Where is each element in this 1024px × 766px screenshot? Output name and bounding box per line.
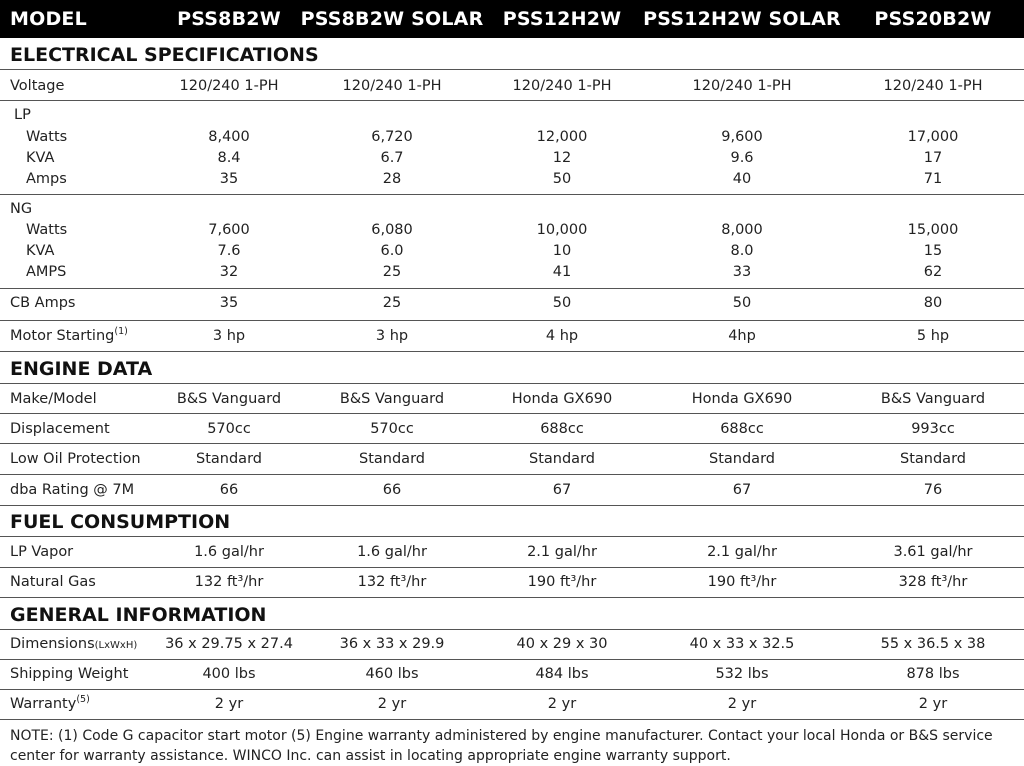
divider [0, 413, 1024, 414]
divider [0, 320, 1024, 321]
row-label: Make/Model [10, 391, 97, 407]
model-name: PSS20B2W [874, 8, 992, 30]
spec-value: 40 x 33 x 32.5 [689, 636, 795, 652]
spec-value: 10,000 [536, 222, 588, 238]
spec-value: 8,400 [208, 129, 250, 145]
divider [0, 351, 1024, 352]
spec-value: 120/240 1-PH [692, 78, 792, 94]
footnote-ref: (5) [76, 694, 90, 706]
spec-value: 1.6 gal/hr [194, 544, 264, 560]
row-label: Watts [26, 222, 68, 238]
spec-value: 35 [219, 295, 239, 311]
row-label: Warranty$^{(5)}$ [10, 694, 90, 712]
spec-value: 3.61 gal/hr [893, 544, 973, 560]
spec-value: 2 yr [918, 696, 948, 712]
spec-value: 15,000 [907, 222, 959, 238]
spec-value: 40 [732, 171, 752, 187]
spec-value: 80 [923, 295, 943, 311]
spec-value: B&S Vanguard [339, 391, 445, 407]
spec-value: 1.6 gal/hr [357, 544, 427, 560]
spec-value: 50 [732, 295, 752, 311]
divider [0, 443, 1024, 444]
divider [0, 719, 1024, 720]
spec-value: Standard [709, 451, 775, 467]
spec-value: Standard [529, 451, 595, 467]
spec-value: Honda GX690 [691, 391, 793, 407]
spec-value: 25 [382, 264, 402, 280]
divider [0, 69, 1024, 70]
spec-value: 8.4 [217, 150, 241, 166]
divider [0, 383, 1024, 384]
row-label: Voltage [10, 78, 65, 94]
spec-value: 132 ft³/hr [194, 574, 264, 590]
row-label: Displacement [10, 421, 110, 437]
spec-value: 570cc [370, 421, 414, 437]
model-name: PSS12H2W [502, 8, 622, 30]
divider [0, 100, 1024, 101]
model-header [0, 0, 1024, 38]
spec-value: 120/240 1-PH [512, 78, 612, 94]
row-label: Low Oil Protection [10, 451, 141, 467]
spec-value: 6,720 [371, 129, 413, 145]
spec-value: 28 [382, 171, 402, 187]
divider [0, 689, 1024, 690]
row-label: LP [14, 107, 31, 123]
spec-value: Honda GX690 [511, 391, 613, 407]
divider [0, 474, 1024, 475]
divider [0, 567, 1024, 568]
spec-value: 36 x 33 x 29.9 [339, 636, 445, 652]
spec-value: 6.7 [380, 150, 404, 166]
spec-value: 2 yr [214, 696, 244, 712]
row-label: Motor Starting$^{(1)}$ [10, 326, 128, 344]
spec-value: 2 yr [377, 696, 407, 712]
spec-value: 2.1 gal/hr [527, 544, 597, 560]
spec-value: 8.0 [730, 243, 754, 259]
row-label: KVA [26, 243, 55, 259]
spec-value: 688cc [540, 421, 584, 437]
spec-value: 41 [552, 264, 572, 280]
row-label: CB Amps [10, 295, 76, 311]
divider [0, 536, 1024, 537]
spec-value: 4hp [728, 328, 756, 344]
spec-value: 532 lbs [715, 666, 769, 682]
spec-value: 993cc [911, 421, 955, 437]
spec-value: 25 [382, 295, 402, 311]
spec-value: 7.6 [217, 243, 241, 259]
model-name: PSS12H2W SOLAR [643, 8, 841, 30]
row-label: Dimensions(LxWxH) [10, 636, 138, 652]
divider [0, 288, 1024, 289]
spec-value: 688cc [720, 421, 764, 437]
spec-value: 17 [923, 150, 943, 166]
spec-value: 120/240 1-PH [342, 78, 442, 94]
row-label: KVA [26, 150, 55, 166]
footnote: NOTE: (1) Code G capacitor start motor (5) Engine warranty administered by engine manufacturer. Contact your local Honda or B&S service center for warranty assistance. WINCO Inc. can assist in locating appropriate engine warranty support. [10, 728, 993, 764]
footnote-ref: (1) [114, 326, 128, 338]
spec-value: 40 x 29 x 30 [516, 636, 608, 652]
spec-value: 3 hp [212, 328, 246, 344]
spec-value: 7,600 [208, 222, 250, 238]
header-label: MODEL [10, 8, 87, 30]
spec-value: 4 hp [545, 328, 579, 344]
spec-value: 6.0 [380, 243, 404, 259]
spec-value: 32 [219, 264, 239, 280]
spec-value: 120/240 1-PH [883, 78, 983, 94]
spec-value: 484 lbs [535, 666, 589, 682]
spec-value: 570cc [207, 421, 251, 437]
spec-value: 2 yr [547, 696, 577, 712]
row-label: Watts [26, 129, 68, 145]
spec-value: 12 [552, 150, 572, 166]
row-label: LP Vapor [10, 544, 74, 560]
spec-value: 35 [219, 171, 239, 187]
spec-value: 460 lbs [365, 666, 419, 682]
spec-value: B&S Vanguard [176, 391, 282, 407]
spec-value: 5 hp [916, 328, 950, 344]
spec-value: 71 [923, 171, 943, 187]
spec-value: 10 [552, 243, 572, 259]
spec-value: 878 lbs [906, 666, 960, 682]
spec-value: 36 x 29.75 x 27.4 [165, 636, 293, 652]
spec-value: 190 ft³/hr [527, 574, 597, 590]
divider [0, 505, 1024, 506]
spec-value: 132 ft³/hr [357, 574, 427, 590]
spec-value: 190 ft³/hr [707, 574, 777, 590]
row-label: Natural Gas [10, 574, 96, 590]
spec-value: 400 lbs [202, 666, 256, 682]
spec-value: 328 ft³/hr [898, 574, 968, 590]
spec-value: Standard [196, 451, 262, 467]
units-note: (LxWxH) [94, 640, 138, 651]
spec-value: 33 [732, 264, 752, 280]
spec-value: 67 [732, 482, 752, 498]
spec-value: 55 x 36.5 x 38 [880, 636, 986, 652]
row-label: AMPS [26, 264, 67, 280]
spec-value: Standard [359, 451, 425, 467]
divider [0, 659, 1024, 660]
spec-value: 62 [923, 264, 943, 280]
row-label: Shipping Weight [10, 666, 129, 682]
spec-value: 76 [923, 482, 943, 498]
model-name: PSS8B2W [177, 8, 281, 30]
model-name: PSS8B2W SOLAR [300, 8, 484, 30]
row-label: dba Rating @ 7M [10, 482, 135, 498]
spec-value: 50 [552, 171, 572, 187]
spec-value: 2.1 gal/hr [707, 544, 777, 560]
spec-value: 9.6 [730, 150, 754, 166]
row-label: NG [10, 201, 33, 217]
spec-value: 120/240 1-PH [179, 78, 279, 94]
spec-value: 8,000 [721, 222, 763, 238]
spec-value: Standard [900, 451, 966, 467]
spec-value: 66 [219, 482, 239, 498]
row-label: Amps [26, 171, 67, 187]
divider [0, 629, 1024, 630]
spec-value: 15 [923, 243, 943, 259]
spec-value: 2 yr [727, 696, 757, 712]
divider [0, 194, 1024, 195]
spec-value: 6,080 [371, 222, 413, 238]
spec-value: 3 hp [375, 328, 409, 344]
spec-sheet: MODEL PSS8B2W PSS8B2W SOLAR PSS12H2W PSS12H2W SOLAR PSS20B2W ELECTRICAL SPECIFICATIONS Voltage 120/240 1-PH 120/240 1-PH 120/240 1-PH 120/240 1-PH 120/240 1-PH LP Watts 8,400 6,720 12,000 9,600 17,000 KVA 8.4 6.7 12 9.6 17 Amps 35 28 50 40 71 NG Watts 7,600 6,080 10,000 8,000 15,000 KVA 7.6 6.0 10 8.0 15 AMPS 32 25 41 33 62 CB Amps 35 25 50 50 80 Motor Starting$^{(1)}$ 3 hp 3 hp 4 hp 4hp 5 hp ENGINE DATA Make/Model B&S Vanguard B&S Vanguard Honda GX690 Honda GX690 B&S Vanguard Displacement 570cc 570cc 688cc 688cc 993cc Low Oil Protection Standard Standard Standard Standard Standard dba Rating @ 7M 66 66 67 67 76 FUEL CONSUMPTION LP Vapor 1.6 gal/hr 1.6 gal/hr 2.1 gal/hr 2.1 gal/hr 3.61 gal/hr Natural Gas 132 ft³/hr 132 ft³/hr 190 ft³/hr 190 ft³/hr 328 ft³/hr GENERAL INFORMATION Dimensions(LxWxH) 36 x 29.75 x 27.4 36 x 33 x 29.9 40 x 29 x 30 40 x 33 x 32.5 55 x 36.5 x 38 Shipping Weight 400 lbs 460 lbs 484 lbs 532 lbs 878 lbs Warranty$^{(5)}$ 2 yr 2 yr 2 yr 2 yr 2 yr NOTE: (1) Code G capacitor start motor (5) Engine warranty administered by engine manufacturer. Contact your local Honda or B&S service center for warranty assistance. WINCO Inc. can assist in locating appropriate engine warranty support. [0, 0, 1024, 766]
spec-value: 17,000 [907, 129, 959, 145]
spec-value: 67 [552, 482, 572, 498]
spec-value: 50 [552, 295, 572, 311]
spec-value: 66 [382, 482, 402, 498]
divider [0, 597, 1024, 598]
spec-value: B&S Vanguard [880, 391, 986, 407]
spec-value: 9,600 [721, 129, 763, 145]
spec-value: 12,000 [536, 129, 588, 145]
